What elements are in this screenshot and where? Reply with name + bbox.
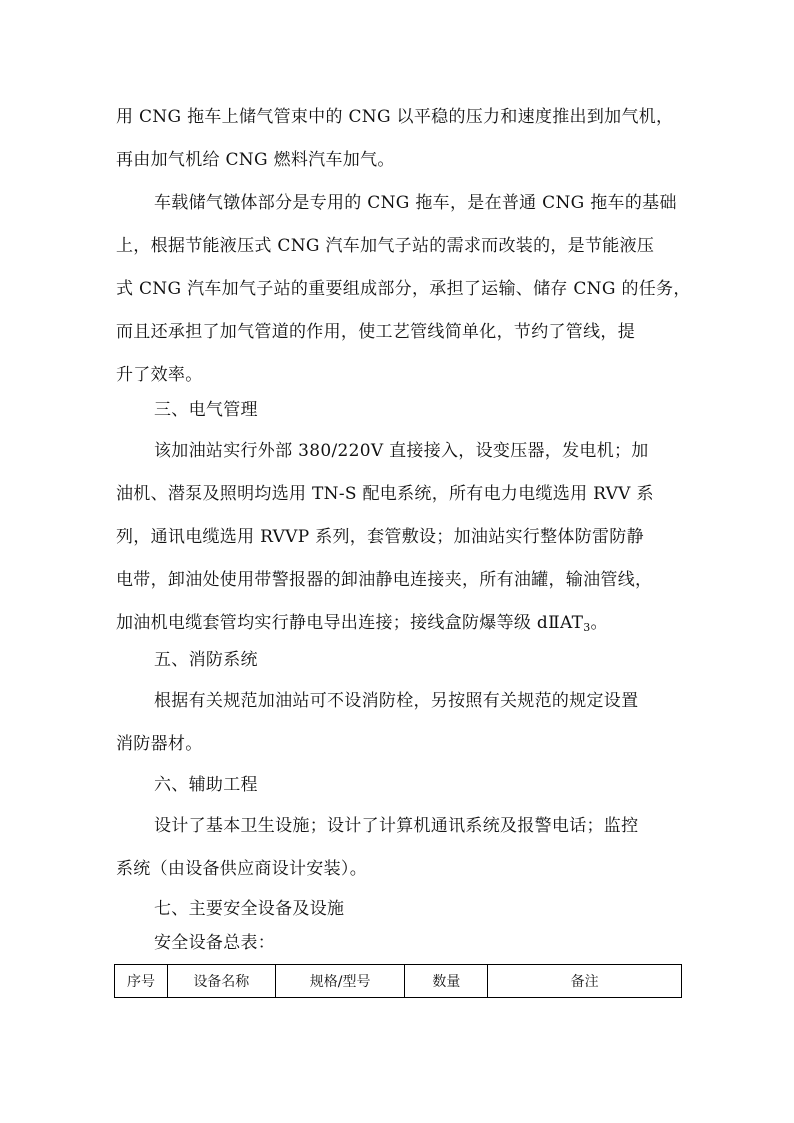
text-line: 油机、潜泵及照明均选用 TN-S 配电系统，所有电力电缆选用 RVV 系 [116, 484, 654, 504]
text-line: 而且还承担了加气管道的作用，使工艺管线简单化，节约了管线，提 [116, 322, 635, 342]
text-line: 系统（由设备供应商设计安装）。 [116, 859, 367, 879]
text-fragment: 加油机电缆套管均实行静电导出连接；接线盒防爆等级 dⅡAT [116, 613, 584, 633]
section-heading-electrical: 三、电气管理 [154, 400, 258, 420]
text-line: 电带，卸油处使用带警报器的卸油静电连接夹，所有油罐，输油管线， [116, 570, 653, 590]
paragraph-cng-delivery [116, 96, 676, 182]
section-heading-safety-equipment: 七、主要安全设备及设施 [154, 899, 345, 919]
column-header-spec-model: 规格/型号 [275, 965, 405, 998]
section-heading-fire: 五、消防系统 [154, 650, 258, 670]
text-line: 升了效率。 [116, 365, 203, 385]
text-line: 根据有关规范加油站可不设消防栓，另按照有关规范的规定设置 [154, 691, 639, 711]
text-line: 式 CNG 汽车加气子站的重要组成部分，承担了运输、储存 CNG 的任务， [116, 279, 691, 299]
column-header-equipment-name: 设备名称 [167, 965, 275, 998]
text-line: 再由加气机给 CNG 燃料汽车加气。 [116, 150, 395, 170]
paragraph-electrical [116, 430, 676, 649]
paragraph-fire [116, 680, 676, 766]
text-line: 车载储气镦体部分是专用的 CNG 拖车，是在普通 CNG 拖车的基础 [154, 193, 677, 213]
column-header-quantity: 数量 [405, 965, 488, 998]
paragraph-trailer-storage [116, 182, 691, 397]
text-line: 上，根据节能液压式 CNG 汽车加气子站的需求而改装的，是节能液压 [116, 236, 655, 256]
section-heading-auxiliary: 六、辅助工程 [154, 775, 258, 795]
safety-equipment-table [114, 964, 682, 998]
text-line: 列，通讯电缆选用 RVVP 系列，套管敷设；加油站实行整体防雷防静 [116, 527, 644, 547]
text-line: 用 CNG 拖车上储气管束中的 CNG 以平稳的压力和速度推出到加气机， [116, 107, 674, 127]
table-header-row [115, 965, 682, 998]
column-header-index: 序号 [115, 965, 168, 998]
text-line: 设计了基本卫生设施；设计了计算机通讯系统及报警电话；监控 [154, 816, 639, 836]
text-fragment: 。 [590, 613, 608, 633]
paragraph-auxiliary [116, 805, 676, 891]
column-header-remarks: 备注 [488, 965, 682, 998]
table-caption: 安全设备总表： [154, 933, 276, 953]
subscript: 3 [583, 621, 591, 634]
text-line: 消防器材。 [116, 734, 203, 754]
text-line: 该加油站实行外部 380/220V 直接接入，设变压器，发电机；加 [154, 441, 649, 461]
